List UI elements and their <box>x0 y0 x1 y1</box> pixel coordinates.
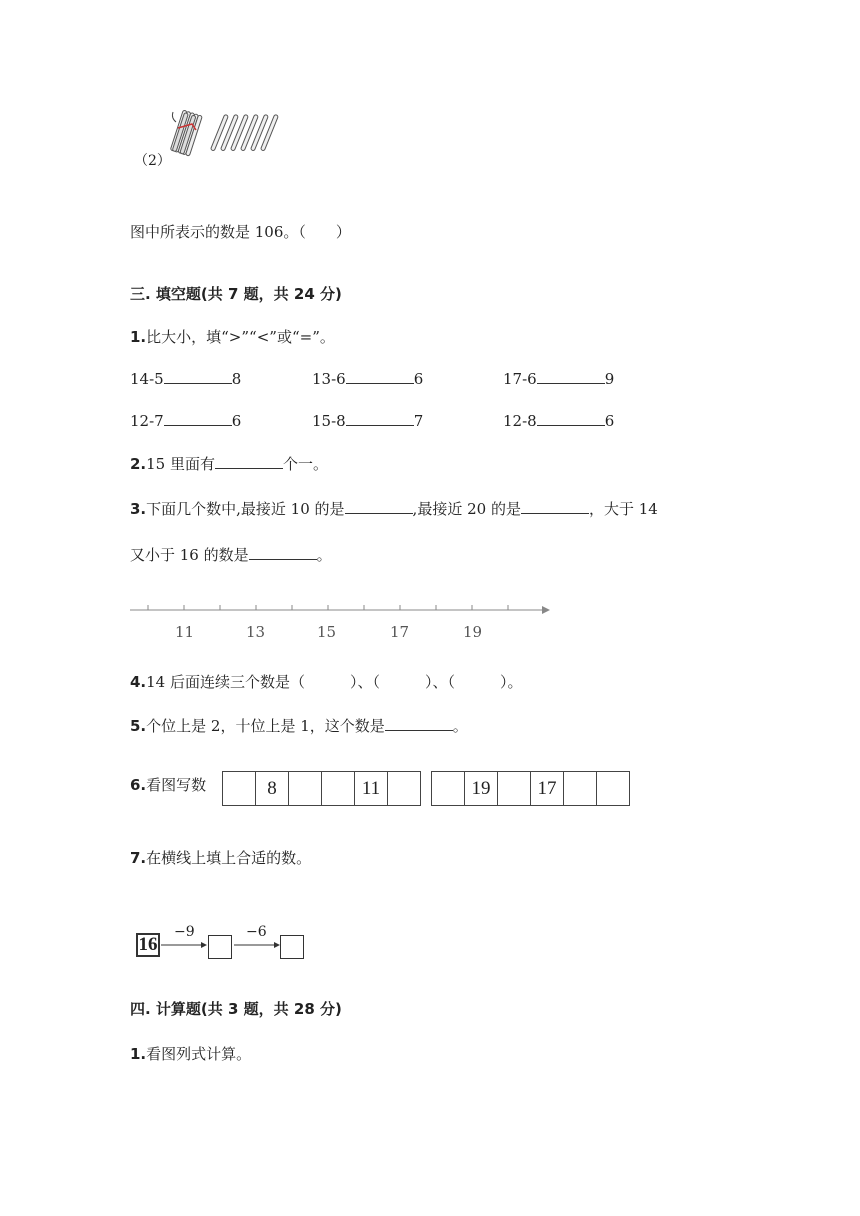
answer-blank[interactable] <box>345 499 413 514</box>
grid-cell[interactable] <box>322 772 355 805</box>
compare-right: 6 <box>231 412 242 430</box>
compare-item <box>312 411 423 430</box>
number-line-label: 17 <box>390 623 410 641</box>
grid-cell[interactable] <box>223 772 256 805</box>
question-text: 15 里面有 <box>146 455 215 473</box>
grid-cell[interactable] <box>498 772 531 805</box>
arrow-icon <box>234 940 282 950</box>
compare-left: 17-6 <box>503 370 537 388</box>
grid-cell: 8 <box>256 772 289 805</box>
question-text: 看图列式计算。 <box>146 1045 252 1063</box>
question-6 <box>130 774 206 795</box>
operation-label: −6 <box>246 924 267 940</box>
start-number-box: 16 <box>136 933 160 957</box>
question-number: 1. <box>130 1045 147 1063</box>
compare-left: 12-8 <box>503 412 537 430</box>
question-1 <box>130 1043 251 1064</box>
section-title: 三. 填空题(共 7 题，共 24 分) <box>130 285 342 303</box>
compare-right: 9 <box>604 370 615 388</box>
compare-right: 6 <box>604 412 615 430</box>
answer-blank[interactable] <box>164 369 232 384</box>
grid-cell: 17 <box>531 772 564 805</box>
question-2 <box>130 453 328 474</box>
answer-blank[interactable] <box>537 411 605 426</box>
compare-left: 15-8 <box>312 412 346 430</box>
answer-box[interactable] <box>208 935 232 959</box>
compare-item <box>503 369 614 388</box>
question-text: 14 后面连续三个数是（ ）、（ ）、（ ）。 <box>146 673 523 691</box>
number-line-label: 15 <box>317 623 337 641</box>
question-text: ，大于 14 <box>588 500 658 518</box>
operation-label: −9 <box>174 924 195 940</box>
compare-item <box>503 411 614 430</box>
grid-cell[interactable] <box>564 772 597 805</box>
question-text: 比大小，填“>”“<”或“=”。 <box>146 328 335 346</box>
question-text: 在横线上填上合适的数。 <box>146 849 312 867</box>
question-3-continued <box>130 544 332 565</box>
answer-blank[interactable] <box>249 545 317 560</box>
question-5 <box>130 715 468 736</box>
question-text: 个一。 <box>283 455 329 473</box>
question-number: 7. <box>130 849 147 867</box>
answer-blank[interactable] <box>164 411 232 426</box>
question-1 <box>130 326 335 347</box>
question-number: 2. <box>130 455 147 473</box>
question-label: （2） <box>134 153 171 169</box>
question-7 <box>130 847 311 868</box>
compare-right: 8 <box>231 370 242 388</box>
answer-blank[interactable] <box>215 454 283 469</box>
question-text: 又小于 16 的数是 <box>130 546 249 564</box>
true-false-statement: 图中所表示的数是 106。（ ） <box>130 223 351 241</box>
question-3 <box>130 498 658 519</box>
grid-cell[interactable] <box>432 772 465 805</box>
grid-cell[interactable] <box>388 772 420 805</box>
compare-left: 12-7 <box>130 412 164 430</box>
question-number: 3. <box>130 500 147 518</box>
question-text: 。 <box>316 546 332 564</box>
grid-cell[interactable] <box>597 772 629 805</box>
question-text: 个位上是 2，十位上是 1，这个数是 <box>146 717 385 735</box>
compare-item <box>130 411 241 430</box>
question-text: 看图写数 <box>146 776 207 794</box>
number-line <box>130 600 552 644</box>
answer-blank[interactable] <box>537 369 605 384</box>
question-number: 6. <box>130 776 147 794</box>
section-title: 四. 计算题(共 3 题，共 28 分) <box>130 1000 342 1018</box>
number-grid-1 <box>222 771 421 806</box>
arrow-icon <box>161 940 209 950</box>
compare-item <box>130 369 241 388</box>
answer-box[interactable] <box>280 935 304 959</box>
question-4 <box>130 671 523 692</box>
compare-right: 7 <box>413 412 424 430</box>
number-line-label: 13 <box>246 623 266 641</box>
grid-cell: 11 <box>355 772 388 805</box>
question-text: 。 <box>452 717 468 735</box>
grid-cell[interactable] <box>289 772 322 805</box>
number-grid-2 <box>431 771 630 806</box>
question-number: 1. <box>130 328 147 346</box>
compare-item <box>312 369 423 388</box>
question-text: ,最接近 20 的是 <box>412 500 521 518</box>
compare-left: 13-6 <box>312 370 346 388</box>
number-line-label: 11 <box>175 623 195 641</box>
question-number: 5. <box>130 717 147 735</box>
question-number: 4. <box>130 673 147 691</box>
compare-left: 14-5 <box>130 370 164 388</box>
answer-blank[interactable] <box>385 716 453 731</box>
question-text: 下面几个数中,最接近 10 的是 <box>146 500 345 518</box>
answer-blank[interactable] <box>346 369 414 384</box>
grid-cell: 19 <box>465 772 498 805</box>
answer-blank[interactable] <box>346 411 414 426</box>
number-line-label: 19 <box>463 623 483 641</box>
compare-right: 6 <box>413 370 424 388</box>
sticks-illustration <box>170 108 280 160</box>
answer-blank[interactable] <box>521 499 589 514</box>
